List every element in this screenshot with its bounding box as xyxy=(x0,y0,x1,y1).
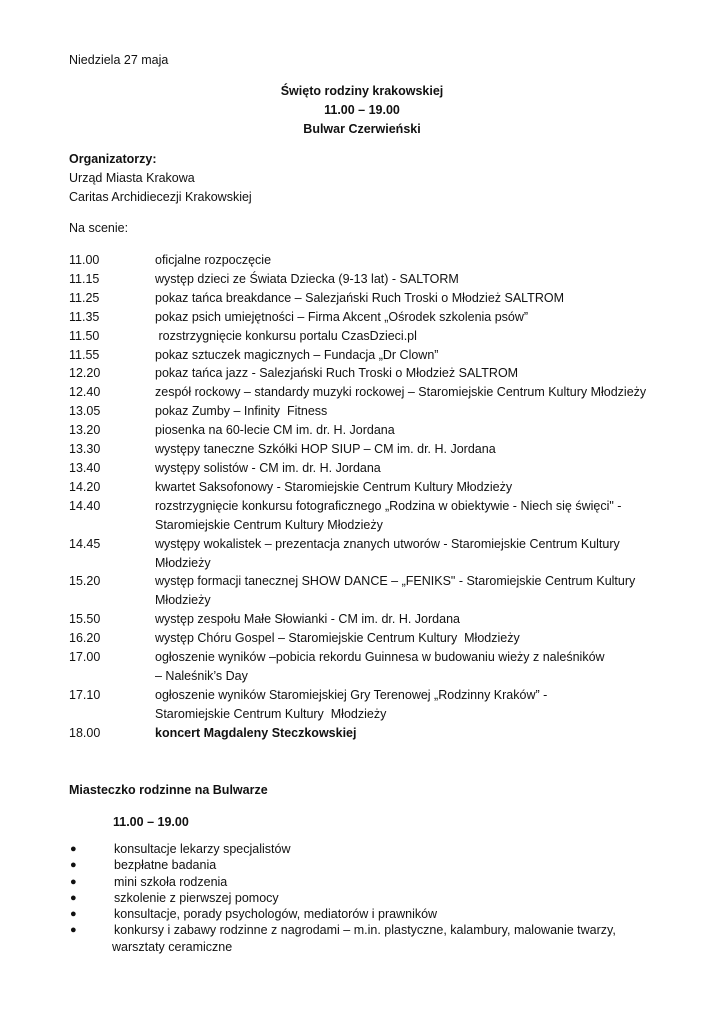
schedule-description-line: występ formacji tanecznej SHOW DANCE – „FENIKS" - Staromiejskie Centrum Kultury xyxy=(155,574,636,589)
schedule-description-line: pokaz tańca breakdance – Salezjański Ruch Troski o Młodzież SALTROM xyxy=(155,290,564,305)
schedule-row xyxy=(69,478,669,497)
schedule-time: 17.10 xyxy=(69,687,101,702)
family-town-item xyxy=(69,874,669,890)
schedule-row xyxy=(69,686,669,724)
schedule-description-line: zespół rockowy – standardy muzyki rockowej – Staromiejskie Centrum Kultury Młodzieży xyxy=(155,385,647,400)
organizer-item: Urząd Miasta Krakowa xyxy=(69,171,195,185)
family-town-item-line: mini szkoła rodzenia xyxy=(114,874,228,889)
schedule-row xyxy=(69,610,669,629)
schedule-description-line: ogłoszenie wyników –pobicia rekordu Guinnesa w budowaniu wieży z naleśników xyxy=(155,650,605,665)
family-town-item xyxy=(69,857,669,873)
schedule-description-line: ogłoszenie wyników Staromiejskiej Gry Terenowej „Rodzinny Kraków” - xyxy=(155,687,548,702)
schedule-description xyxy=(155,610,669,629)
schedule-description-line: występ dzieci ze Świata Dziecka (9-13 lat) - SALTORM xyxy=(155,271,459,286)
schedule-description xyxy=(155,308,669,327)
schedule-description-line: Staromiejskie Centrum Kultury Młodzieży xyxy=(155,517,383,532)
schedule-description-line: pokaz psich umiejętności – Firma Akcent „Ośrodek szkolenia psów” xyxy=(155,309,529,324)
schedule-row xyxy=(69,459,669,478)
schedule-time: 15.50 xyxy=(69,612,101,627)
schedule-time: 16.20 xyxy=(69,631,101,646)
schedule-description-line: występy wokalistek – prezentacja znanych utworów - Staromiejskie Centrum Kultury xyxy=(155,536,620,551)
schedule-description-line: oficjalne rozpoczęcie xyxy=(155,253,272,267)
family-town-item-line: warsztaty ceramiczne xyxy=(112,939,233,954)
schedule-row xyxy=(69,497,669,535)
family-town-item xyxy=(69,841,669,857)
bullet-icon: ● xyxy=(70,891,77,904)
bullet-icon: ● xyxy=(70,859,77,872)
schedule-description-line: pokaz tańca jazz - Salezjański Ruch Troski o Młodzież SALTROM xyxy=(155,366,519,381)
schedule-row xyxy=(69,402,669,421)
family-town-item-line: konsultacje lekarzy specjalistów xyxy=(114,842,291,856)
schedule-time: 14.20 xyxy=(69,479,101,494)
stage-schedule xyxy=(69,251,669,743)
schedule-time: 11.00 xyxy=(69,253,100,267)
schedule-row xyxy=(69,572,669,610)
schedule-time: 11.15 xyxy=(69,271,100,286)
schedule-description xyxy=(155,402,669,421)
schedule-description-line: pokaz sztuczek magicznych – Fundacja „Dr Clown” xyxy=(155,347,439,362)
bullet-icon: ● xyxy=(70,843,77,855)
schedule-time: 11.50 xyxy=(69,328,100,343)
schedule-row xyxy=(69,629,669,648)
date-line: Niedziela 27 maja xyxy=(69,53,169,67)
schedule-row xyxy=(69,251,669,270)
schedule-description-line: występ zespołu Małe Słowianki - CM im. dr. H. Jordana xyxy=(155,612,460,627)
family-town-item-line: konkursy i zabawy rodzinne z nagrodami – m.in. plastyczne, kalambury, malowanie twarzy, xyxy=(114,923,616,938)
event-hours: 11.00 – 19.00 xyxy=(324,103,400,117)
family-town-item xyxy=(69,922,669,955)
family-town-item-line: bezpłatne badania xyxy=(114,858,217,873)
schedule-description-line: rozstrzygnięcie konkursu portalu CzasDzieci.pl xyxy=(155,328,417,343)
schedule-description-line: występ Chóru Gospel – Staromiejskie Centrum Kultury Młodzieży xyxy=(155,631,520,646)
family-town-heading: Miasteczko rodzinne na Bulwarze xyxy=(69,783,268,797)
schedule-description-line: Staromiejskie Centrum Kultury Młodzieży xyxy=(155,706,387,721)
schedule-time: 13.40 xyxy=(69,460,101,475)
schedule-description xyxy=(155,478,669,497)
schedule-time: 14.40 xyxy=(69,498,101,513)
schedule-time: 13.30 xyxy=(69,442,101,457)
schedule-time: 12.20 xyxy=(69,366,101,381)
family-town-list xyxy=(69,841,669,955)
schedule-description-line: Młodzieży xyxy=(155,555,211,570)
family-town-item-text xyxy=(114,857,669,873)
event-location: Bulwar Czerwieński xyxy=(303,122,421,136)
organizers-heading: Organizatorzy: xyxy=(69,152,157,166)
schedule-description xyxy=(155,364,669,383)
schedule-description xyxy=(155,421,669,440)
schedule-description xyxy=(155,327,669,346)
schedule-time: 13.20 xyxy=(69,423,101,438)
schedule-time: 11.25 xyxy=(69,290,100,305)
family-town-item-text xyxy=(114,890,669,906)
schedule-description-line: Młodzieży xyxy=(155,593,211,608)
schedule-description xyxy=(155,289,669,308)
schedule-description xyxy=(155,346,669,365)
schedule-description-line: występy solistów - CM im. dr. H. Jordana xyxy=(155,460,381,475)
schedule-description xyxy=(155,724,669,743)
schedule-time: 18.00 xyxy=(69,725,101,740)
stage-heading: Na scenie: xyxy=(69,221,129,235)
schedule-time: 12.40 xyxy=(69,385,101,400)
schedule-description xyxy=(155,497,669,535)
schedule-row xyxy=(69,724,669,743)
schedule-description xyxy=(155,440,669,459)
schedule-description xyxy=(155,535,669,573)
schedule-row xyxy=(69,535,669,573)
family-town-item xyxy=(69,906,669,922)
organizer-item: Caritas Archidiecezji Krakowskiej xyxy=(69,190,252,204)
schedule-time: 15.20 xyxy=(69,574,101,589)
schedule-time: 11.55 xyxy=(69,347,100,362)
schedule-description-line: rozstrzygnięcie konkursu fotograficznego „Rodzina w obiektywie - Niech się święci" - xyxy=(155,498,622,513)
bullet-icon: ● xyxy=(70,908,77,921)
schedule-description-line: występy taneczne Szkółki HOP SIUP – CM im. dr. H. Jordana xyxy=(155,442,496,457)
schedule-row xyxy=(69,440,669,459)
family-town-item-line: konsultacje, porady psychologów, mediatorów i prawników xyxy=(114,907,438,922)
schedule-row xyxy=(69,383,669,402)
family-town-hours: 11.00 – 19.00 xyxy=(113,815,189,829)
schedule-description xyxy=(155,459,669,478)
family-town-item xyxy=(69,890,669,906)
family-town-item-text xyxy=(114,922,669,955)
schedule-description xyxy=(155,383,669,402)
schedule-description xyxy=(155,270,669,289)
schedule-description-line: pokaz Zumby – Infinity Fitness xyxy=(155,404,328,419)
schedule-time: 17.00 xyxy=(69,650,101,665)
family-town-item-text xyxy=(114,874,669,890)
schedule-description-line: koncert Magdaleny Steczkowskiej xyxy=(155,725,357,740)
family-town-item-text xyxy=(114,841,669,857)
family-town-item-text xyxy=(114,906,669,922)
schedule-description-line: piosenka na 60-lecie CM im. dr. H. Jordana xyxy=(155,423,395,438)
schedule-description-line: – Naleśnik’s Day xyxy=(155,668,248,683)
schedule-row xyxy=(69,270,669,289)
schedule-row xyxy=(69,421,669,440)
schedule-time: 14.45 xyxy=(69,536,101,551)
schedule-row xyxy=(69,346,669,365)
schedule-row xyxy=(69,364,669,383)
bullet-icon: ● xyxy=(70,924,77,937)
schedule-description xyxy=(155,629,669,648)
schedule-row xyxy=(69,648,669,686)
event-title: Święto rodziny krakowskiej xyxy=(280,84,444,98)
schedule-row xyxy=(69,327,669,346)
bullet-icon: ● xyxy=(70,875,77,888)
schedule-description xyxy=(155,572,669,610)
schedule-description xyxy=(155,648,669,686)
family-town-item-line: szkolenie z pierwszej pomocy xyxy=(114,890,279,905)
schedule-time: 11.35 xyxy=(69,309,100,324)
schedule-description xyxy=(155,251,669,270)
schedule-description xyxy=(155,686,669,724)
schedule-description-line: kwartet Saksofonowy - Staromiejskie Centrum Kultury Młodzieży xyxy=(155,479,513,494)
schedule-row xyxy=(69,289,669,308)
schedule-row xyxy=(69,308,669,327)
schedule-time: 13.05 xyxy=(69,404,101,419)
